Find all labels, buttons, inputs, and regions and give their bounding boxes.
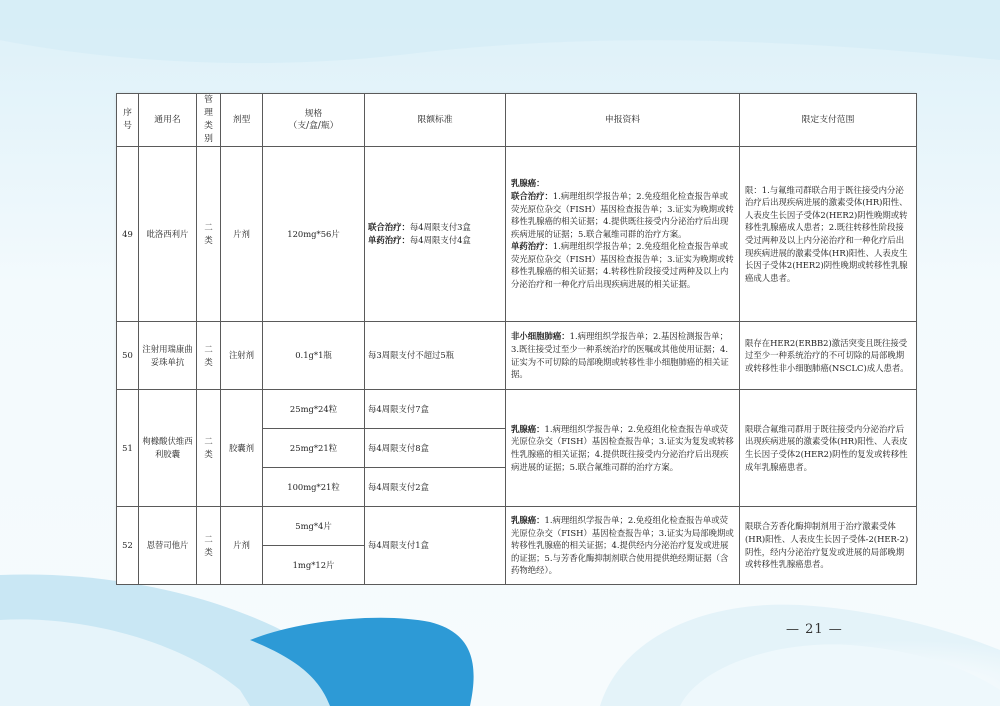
docs-label: 联合治疗： <box>511 190 553 201</box>
row-mgmt: 二类 <box>197 390 221 507</box>
table-row <box>117 390 917 429</box>
row-no: 52 <box>117 507 139 585</box>
row-limit: 每4周限支付2盒 <box>365 468 506 507</box>
row-no: 50 <box>117 322 139 390</box>
header-form: 剂型 <box>221 94 263 147</box>
row-form: 片剂 <box>221 507 263 585</box>
row-no: 49 <box>117 147 139 322</box>
row-docs <box>506 322 740 390</box>
row-scope: 限联合氟维司群用于既往接受内分泌治疗后出现疾病进展的激素受体(HR)阳性、人表皮生长因子受体2(HER2)阴性的复发或转移性成年乳腺癌患者。 <box>740 390 917 507</box>
row-spec: 1mg*12片 <box>263 546 365 585</box>
docs-text: 1.病理组织学报告单；2.免疫组化检查报告单或荧光原位杂交（FISH）基因检查报告单；3.证实为复发或转移性乳腺癌的相关证据；4.提供既往接受内分泌治疗后出现疾病进展的证据；5.联合氟维司群的治疗方案。 <box>511 423 734 472</box>
header-no: 序号 <box>117 94 139 147</box>
table-row <box>117 322 917 390</box>
drug-payment-table <box>116 93 917 585</box>
row-name: 恩替司他片 <box>139 507 197 585</box>
docs-text: 1.病理组织学报告单；2.免疫组化检查报告单或荧光原位杂交（FISH）基因检查报告单；3.证实为晚期或转移性乳腺癌的相关证据；4.提供既往接受内分泌治疗后出现疾病进展的证据；5.联合氟维司群的治疗方案。 <box>511 190 734 239</box>
limit-text: 每4周限支付4盒 <box>409 235 471 245</box>
docs-text: 1.病理组织学报告单；2.免疫组化检查报告单或荧光原位杂交（FISH）基因检查报告单；3.证实为晚期或转移性乳腺癌的相关证据；4.转移性阶段接受过两种及以上内分泌治疗和一种化疗后出现疾病进展的相关证据。 <box>511 241 734 290</box>
limit-text: 每4周限支付3盒 <box>409 222 471 233</box>
page-number: — 21 — <box>786 622 843 637</box>
docs-label: 单药治疗： <box>511 241 553 252</box>
row-docs <box>506 390 740 507</box>
row-limit <box>365 147 506 322</box>
row-name: 注射用瑞康曲妥珠单抗 <box>139 322 197 390</box>
row-form: 片剂 <box>221 147 263 322</box>
limit-label: 单药治疗： <box>368 235 410 245</box>
docs-title: 乳腺癌： <box>511 178 545 189</box>
docs-title: 乳腺癌： <box>511 423 545 434</box>
row-mgmt: 二类 <box>197 322 221 390</box>
docs-text: 1.病理组织学报告单；2.基因检测报告单；3.既往接受过至少一种系统治疗的医嘱或其他使用证据；4.证实为不可切除的局部晚期或转移性非小细胞肺癌的相关证据。 <box>511 331 729 380</box>
row-limit: 每4周限支付7盒 <box>365 390 506 429</box>
row-no: 51 <box>117 390 139 507</box>
row-limit: 每3周限支付不超过5瓶 <box>365 322 506 390</box>
row-scope: 限联合芳香化酶抑制剂用于治疗激素受体(HR)阳性、人表皮生长因子受体-2(HER-2)阴性，经内分泌治疗复发或进展的局部晚期或转移性乳腺癌患者。 <box>740 507 917 585</box>
row-mgmt: 二类 <box>197 147 221 322</box>
header-mgmt: 管理类别 <box>197 94 221 147</box>
docs-title: 非小细胞肺癌： <box>511 331 570 342</box>
row-name: 吡洛西利片 <box>139 147 197 322</box>
row-name: 枸橼酸伏维西利胶囊 <box>139 390 197 507</box>
row-scope: 限：1.与氟维司群联合用于既往接受内分泌治疗后出现疾病进展的激素受体(HR)阳性、人表皮生长因子受体2(HER2)阴性晚期或转移性乳腺癌成人患者；2.既往转移性阶段接受过两种及以上内分泌治疗和一种化疗后出现疾病进展的激素受体(HR)阳性、人表皮生长因子受体2(HER2)阴性晚期或转移性乳腺癌成人患者。 <box>740 147 917 322</box>
row-limit: 每4周限支付1盒 <box>365 507 506 585</box>
docs-text: 1.病理组织学报告单；2.免疫组化检查报告单或荧光原位杂交（FISH）基因检查报告单；3.证实为局部晚期或转移性乳腺癌的相关证据；4.提供经内分泌治疗复发或进展的证据；5.与芳香化酶抑制剂联合使用提供绝经期证据（含药物绝经）。 <box>511 515 734 576</box>
row-limit: 每4周限支付8盒 <box>365 429 506 468</box>
table-header-row <box>117 94 917 147</box>
header-limit: 限额标准 <box>365 94 506 147</box>
row-spec: 100mg*21粒 <box>263 468 365 507</box>
limit-label: 联合治疗： <box>368 222 410 233</box>
row-mgmt: 二类 <box>197 507 221 585</box>
row-spec: 120mg*56片 <box>263 147 365 322</box>
docs-title: 乳腺癌： <box>511 515 545 526</box>
header-spec: 规格 （支/盒/瓶） <box>263 94 365 147</box>
row-form: 胶囊剂 <box>221 390 263 507</box>
header-scope: 限定支付范围 <box>740 94 917 147</box>
header-name: 通用名 <box>139 94 197 147</box>
row-docs <box>506 147 740 322</box>
row-form: 注射剂 <box>221 322 263 390</box>
table-row <box>117 147 917 322</box>
table-row <box>117 507 917 546</box>
row-spec: 25mg*24粒 <box>263 390 365 429</box>
header-docs: 申报资料 <box>506 94 740 147</box>
row-spec: 0.1g*1瓶 <box>263 322 365 390</box>
row-spec: 5mg*4片 <box>263 507 365 546</box>
row-scope: 限存在HER2(ERBB2)激活突变且既往接受过至少一种系统治疗的不可切除的局部晚期或转移性非小细胞肺癌(NSCLC)成人患者。 <box>740 322 917 390</box>
row-spec: 25mg*21粒 <box>263 429 365 468</box>
row-docs <box>506 507 740 585</box>
